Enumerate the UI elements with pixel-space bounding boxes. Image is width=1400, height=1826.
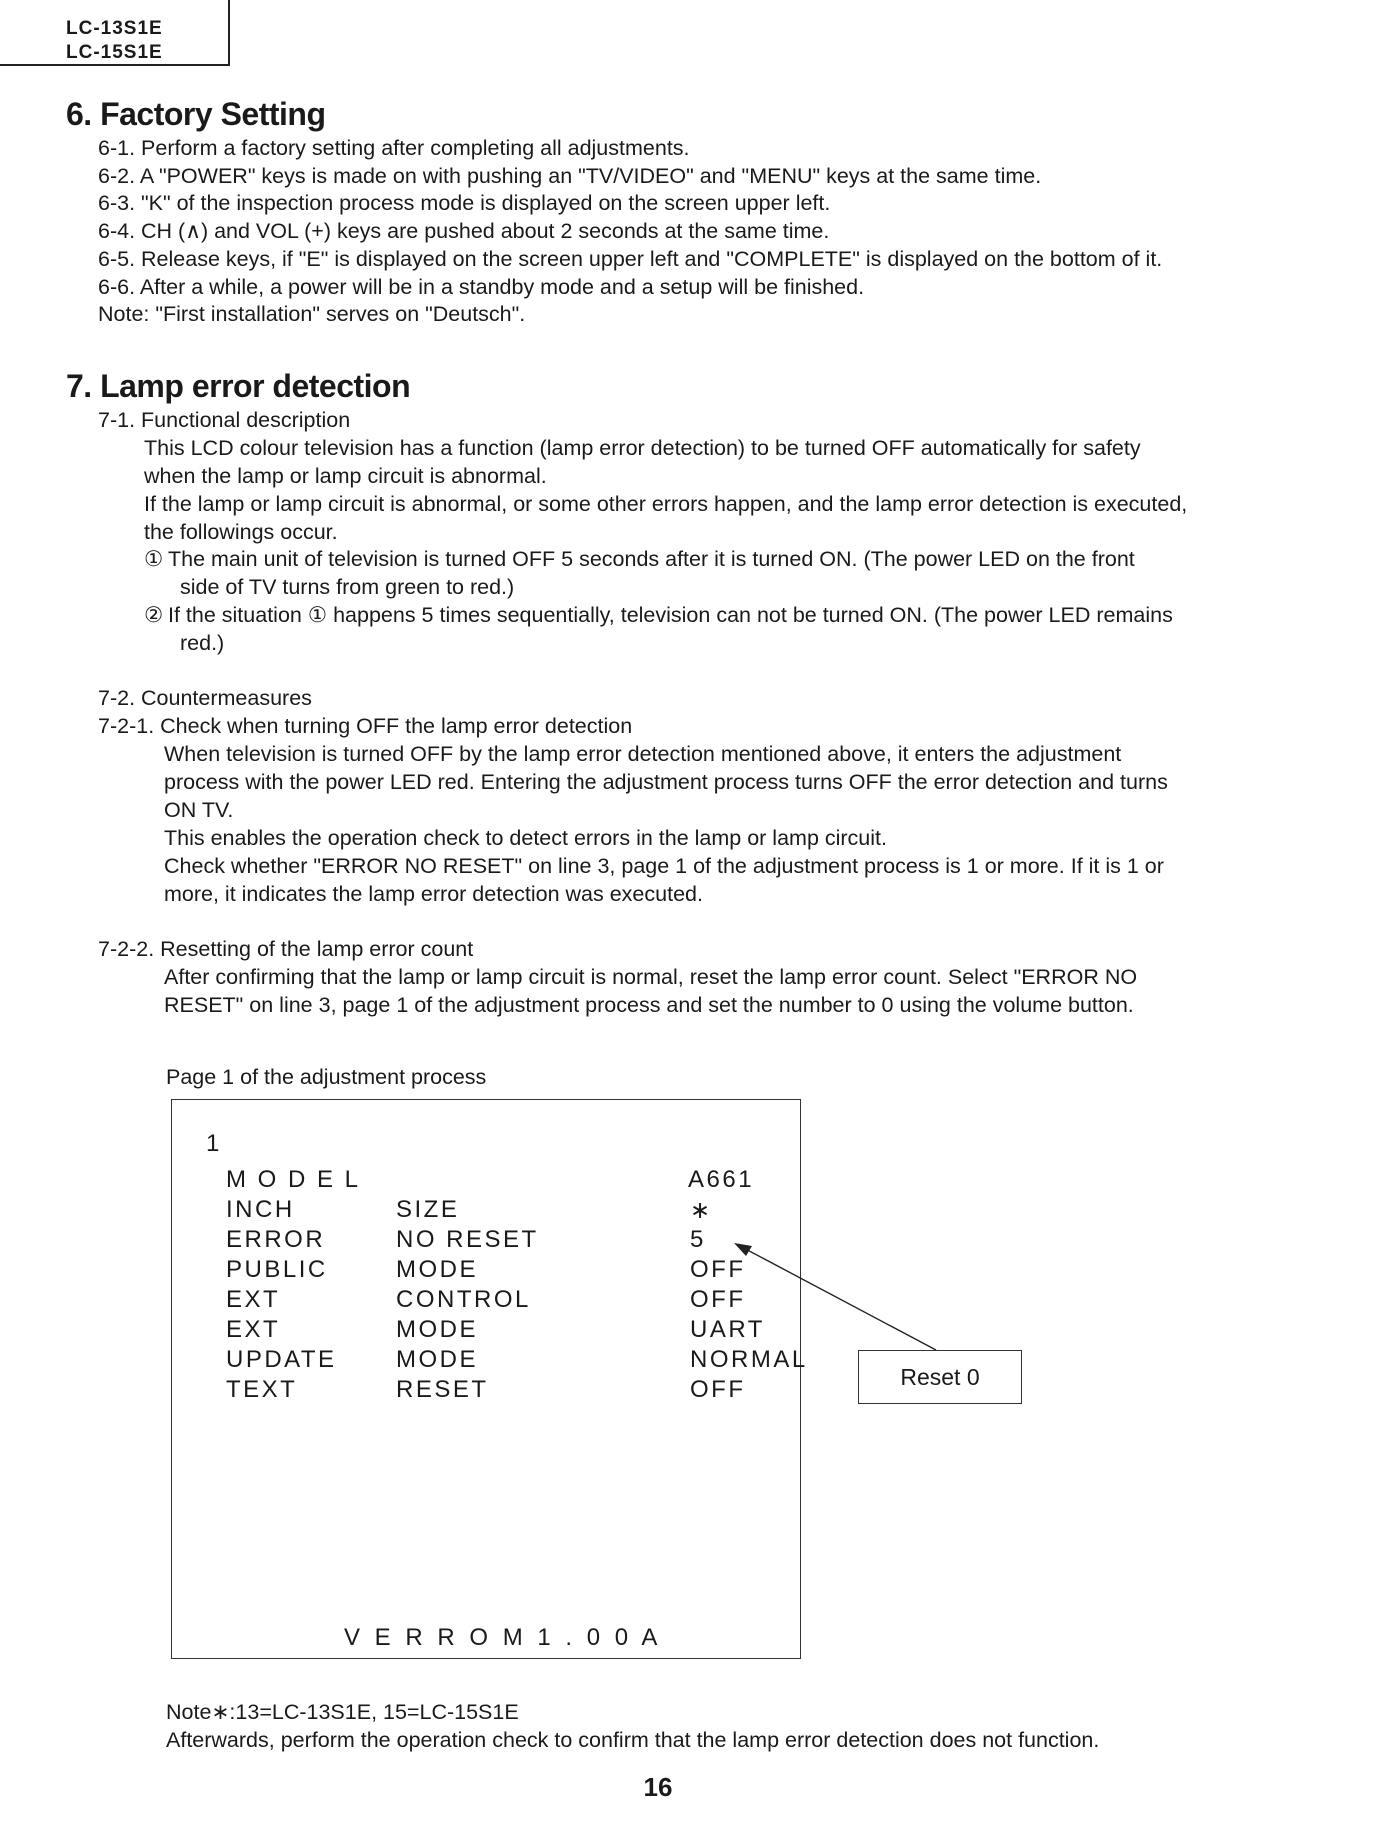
reset-callout-box: Reset 0 [858,1350,1022,1404]
setting-name: ERROR [226,1226,326,1253]
step-6-1: 6-1. Perform a factory setting after completing all adjustments. [98,136,690,160]
step-6-6: 6-6. After a while, a power will be in a standby mode and a setup will be finished. [98,275,865,299]
error-count-value: 5 [690,1226,706,1253]
figure-caption: Page 1 of the adjustment process [166,1065,487,1089]
model-label: M O D E L [226,1166,361,1193]
setting-name: PUBLIC [226,1256,328,1283]
paragraph-line: when the lamp or lamp circuit is abnormal. [144,464,547,488]
step-6-5: 6-5. Release keys, if "E" is displayed on the screen upper left and "COMPLETE" is displayed on the bottom of it. [98,247,1163,271]
paragraph-line: This enables the operation check to detect errors in the lamp or lamp circuit. [164,826,887,850]
callout-arrow-head [734,1243,752,1256]
setting-sub: MODE [396,1316,478,1343]
model-value: A661 [688,1166,755,1193]
paragraph-line: more, it indicates the lamp error detection was executed. [164,882,703,906]
list-item-1-text: The main unit of television is turned OFF 5 seconds after it is turned ON. (The power LED on the front [168,547,1135,571]
subsection-7-2-1-title: 7-2-1. Check when turning OFF the lamp error detection [98,714,633,738]
paragraph-line: This LCD colour television has a function (lamp error detection) to be turned OFF automatically for safety [144,436,1141,460]
paragraph-line: process with the power LED red. Entering the adjustment process turns OFF the error detection and turns [164,770,1168,794]
model-name-1: LC-13S1E [66,18,163,39]
setting-sub: SIZE [396,1196,460,1223]
setting-name: EXT [226,1316,281,1343]
paragraph-line: After confirming that the lamp or lamp circuit is normal, reset the lamp error count. Select "ERROR NO [164,965,1138,989]
subsection-7-2-title: 7-2. Countermeasures [98,686,312,710]
section-6-title: 6. Factory Setting [66,96,326,132]
section-7-title: 7. Lamp error detection [66,368,411,404]
paragraph-line: Check whether "ERROR NO RESET" on line 3, page 1 of the adjustment process is 1 or more. If it is 1 or [164,854,1164,878]
paragraph-line: RESET" on line 3, page 1 of the adjustment process and set the number to 0 using the volume button. [164,993,1134,1017]
setting-sub: CONTROL [396,1286,531,1313]
subsection-7-2-2-title: 7-2-2. Resetting of the lamp error count [98,937,474,961]
setting-value: OFF [690,1256,746,1283]
setting-value: ∗ [690,1197,713,1224]
paragraph-line: If the lamp or lamp circuit is abnormal, or some other errors happen, and the lamp error detection is executed, [144,492,1188,516]
setting-sub: MODE [396,1256,478,1283]
model-name-2: LC-15S1E [66,42,163,63]
setting-sub: NO RESET [396,1226,539,1253]
setting-name: UPDATE [226,1346,337,1373]
step-6-2: 6-2. A "POWER" keys is made on with pushing an "TV/VIDEO" and "MENU" keys at the same time. [98,164,1042,188]
adjustment-page-number: 1 [206,1130,222,1157]
footnote: Note∗:13=LC-13S1E, 15=LC-15S1E [166,1700,519,1724]
subsection-7-1-title: 7-1. Functional description [98,408,351,432]
paragraph-line: the followings occur. [144,520,338,544]
setting-sub: RESET [396,1376,489,1403]
list-item-2-text: If the situation ① happens 5 times sequentially, television can not be turned ON. (The power LED remains [168,603,1173,627]
setting-name: TEXT [226,1376,298,1403]
section-6-note: Note: "First installation" serves on "Deutsch". [98,302,526,326]
setting-value: OFF [690,1286,746,1313]
step-6-3: 6-3. "K" of the inspection process mode is displayed on the screen upper left. [98,191,831,215]
paragraph-line: When television is turned OFF by the lamp error detection mentioned above, it enters the adjustment [164,742,1122,766]
setting-value: NORMAL [690,1346,808,1373]
setting-name: INCH [226,1196,295,1223]
setting-value: OFF [690,1376,746,1403]
circled-one-marker: ① [144,547,164,571]
list-item-2-cont: red.) [180,631,225,655]
callout-arrow-line [738,1245,936,1350]
version-text: V E R R O M 1 . 0 0 A [344,1624,662,1651]
step-6-4: 6-4. CH (∧) and VOL (+) keys are pushed about 2 seconds at the same time. [98,219,830,243]
setting-name: EXT [226,1286,281,1313]
afterwards-note: Afterwards, perform the operation check to confirm that the lamp error detection does not function. [166,1728,1100,1752]
list-item-1-cont: side of TV turns from green to red.) [180,575,515,599]
paragraph-line: ON TV. [164,798,234,822]
setting-sub: MODE [396,1346,478,1373]
setting-value: UART [690,1316,765,1343]
circled-two-marker: ② [144,603,164,627]
page-number: 16 [643,1772,673,1802]
